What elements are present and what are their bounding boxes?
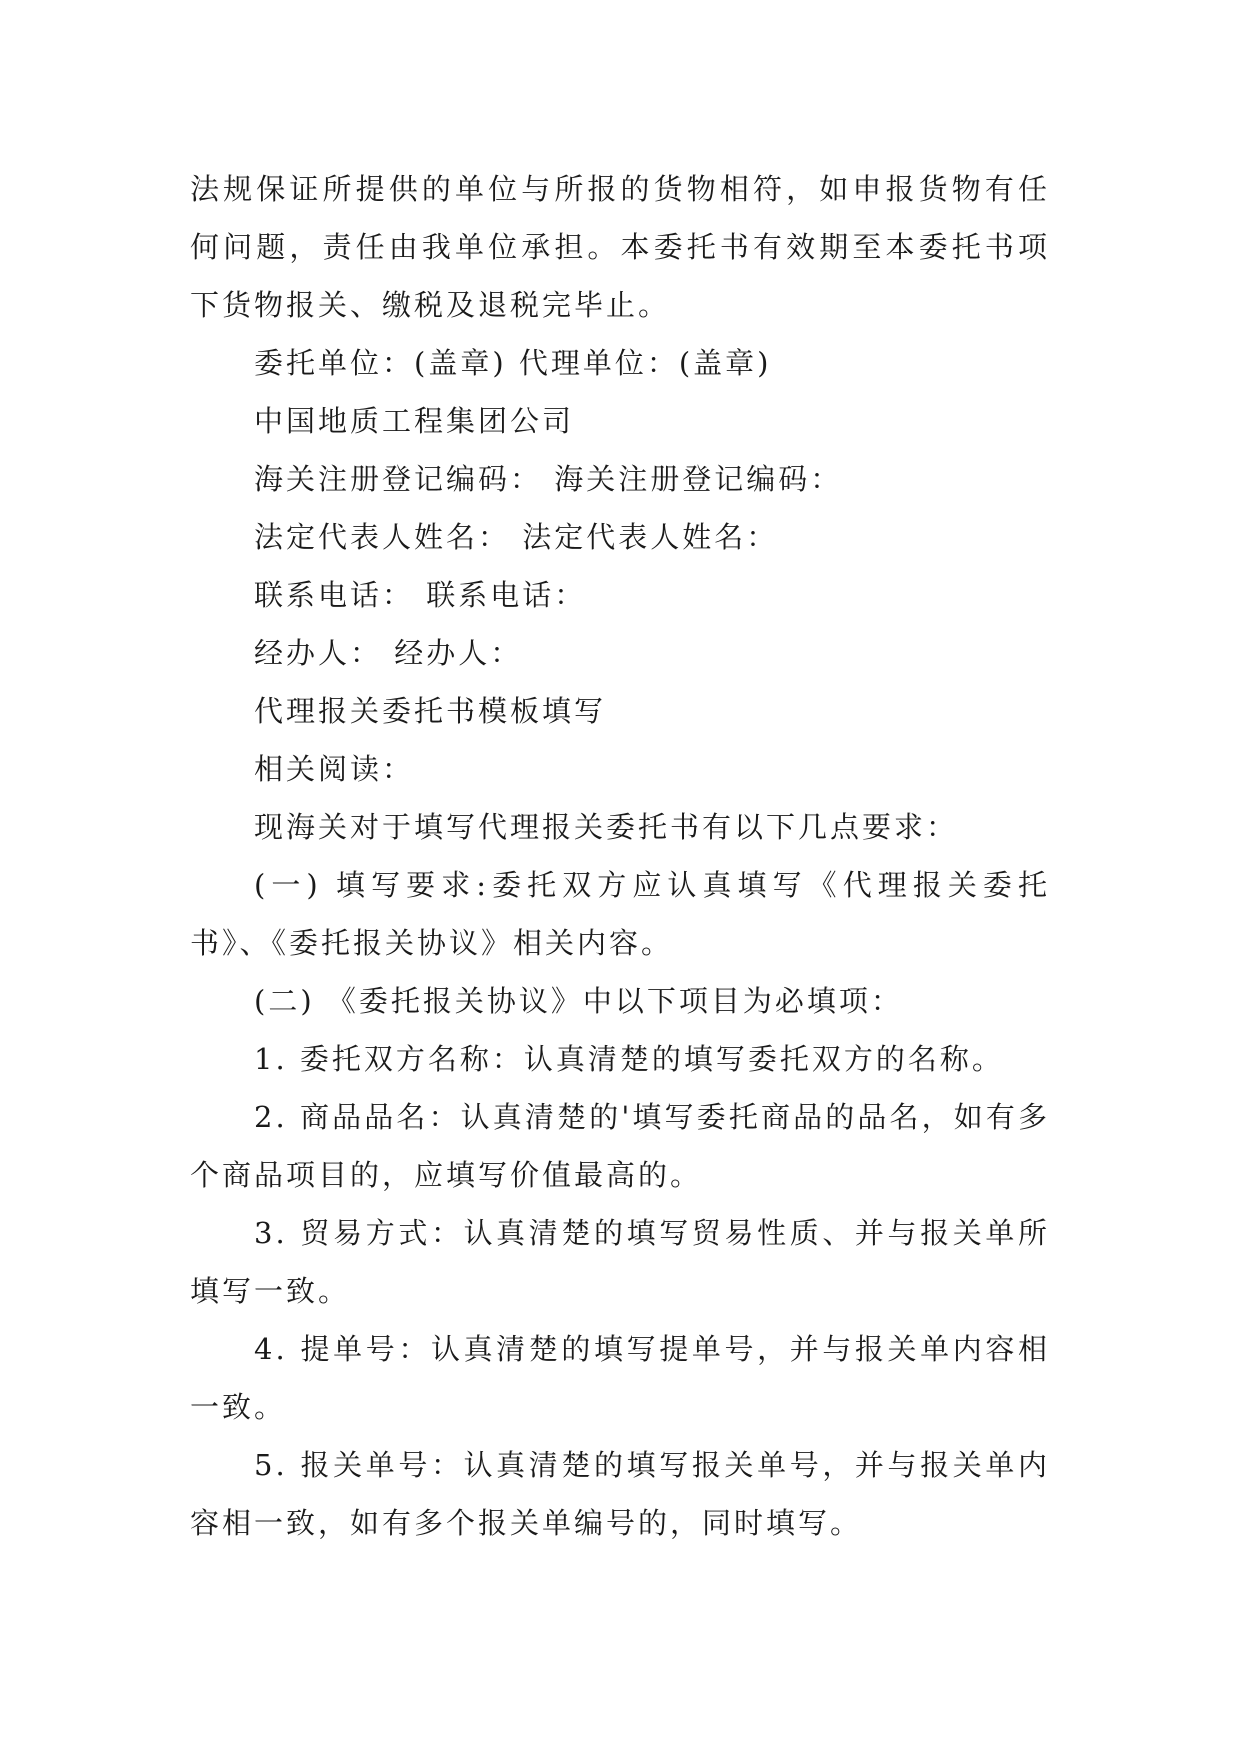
paragraph-requirement-1: (一) 填写要求:委托双方应认真填写《代理报关委托书》、《委托报关协议》相关内容。 — [190, 868, 1050, 960]
paragraph-seal-line: 委托单位：(盖章) 代理单位：(盖章) — [254, 346, 772, 380]
paragraph-related-reading: 相关阅读： — [254, 752, 415, 786]
paragraph-item-4: 4. 提单号：认真清楚的填写提单号，并与报关单内容相一致。 — [190, 1332, 1050, 1424]
paragraph-template-title: 代理报关委托书模板填写 — [254, 694, 607, 728]
paragraph-company-name: 中国地质工程集团公司 — [254, 404, 575, 438]
paragraph-item-3: 3. 贸易方式：认真清楚的填写贸易性质、并与报关单所填写一致。 — [190, 1216, 1050, 1308]
paragraph-requirements-intro: 现海关对于填写代理报关委托书有以下几点要求： — [254, 810, 959, 844]
paragraph-customs-code: 海关注册登记编码： 海关注册登记编码： — [254, 462, 843, 496]
paragraph-item-2: 2. 商品品名：认真清楚的'填写委托商品的品名，如有多个商品项目的，应填写价值最高的。 — [190, 1100, 1050, 1192]
document-body — [190, 160, 1050, 1552]
paragraph-legal-rep: 法定代表人姓名： 法定代表人姓名： — [254, 520, 779, 554]
paragraph-item-5: 5. 报关单号：认真清楚的填写报关单号，并与报关单内容相一致，如有多个报关单编号的，同时填写。 — [190, 1448, 1050, 1540]
paragraph-requirement-2: (二) 《委托报关协议》中以下项目为必填项： — [254, 984, 903, 1018]
paragraph-intro: 法规保证所提供的单位与所报的货物相符，如申报货物有任何问题，责任由我单位承担。本委托书有效期至本委托书项下货物报关、缴税及退税完毕止。 — [190, 172, 1050, 322]
paragraph-phone: 联系电话： 联系电话： — [254, 578, 587, 612]
paragraph-handler: 经办人： 经办人： — [254, 636, 523, 670]
paragraph-item-1: 1. 委托双方名称：认真清楚的填写委托双方的名称。 — [254, 1042, 1004, 1076]
